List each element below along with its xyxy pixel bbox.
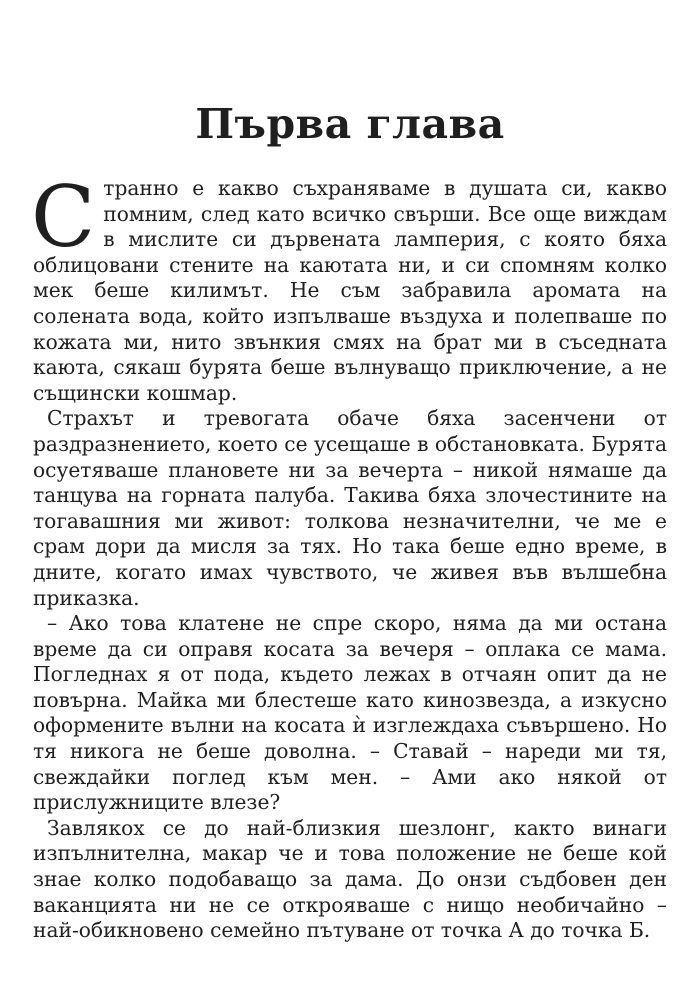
paragraph-4: Завлякох се до най-близкия шезлонг, както винаги изпълнителна, макар че и това положение не беше кой знае колко подобаващо за дама. До онзи съдбовен ден ваканцията ни не се открояваше с нищо необичайно – най-обикновено семейно пътуване от точка А до точка Б. [33,815,667,943]
drop-cap-letter: С [31,168,96,266]
paragraph-1 [31,168,667,406]
chapter-title: Първа глава [195,100,505,148]
paragraph-2: Страхът и тревогата обаче бяха засенчени от раздразнението, което се усещаше в обстановката. Бурята осуетяваше плановете ни за вечерта – никой нямаше да танцува на горната палуба. Такива бяха злочестините на тогавашния ми живот: толкова незначителни, че ме е срам дори да мисля за тях. Но така беше едно време, в дните, когато имах чувството, че живея във вълшебна приказка. [33,406,667,610]
paragraph-3: – Ако това клатене не спре скоро, няма да ми остана време да си оправя косата за вечеря – оплака се мама. Погледнах я от пода, където лежах в отчаян опит да не повърна. Майка ми блестеше като кинозвезда, а изкусно оформените вълни на косата ѝ изглеждаха съвършено. Но тя никога не беше доволна. – Ставай – нареди ми тя, свеждайки поглед към мен. – Ами ако някой от прислужниците влезе? [33,611,667,815]
paragraph-text: транно е какво съхраняваме в душата си, какво помним, след като всичко свърши. Все още виждам в мислите си дървената ламперия, с която бяха облицовани стените на каютата ни, и си спомням колко мек беше килимът. Не съм забравила аромата на солената вода, който изпълваше въздуха и полепваше по кожата ми, нито звънкия смях на брат ми в съседната каюта, сякаш бурята беше вълнуващо приключение, а не същински кошмар. [33,176,667,405]
chapter-body [31,168,667,944]
